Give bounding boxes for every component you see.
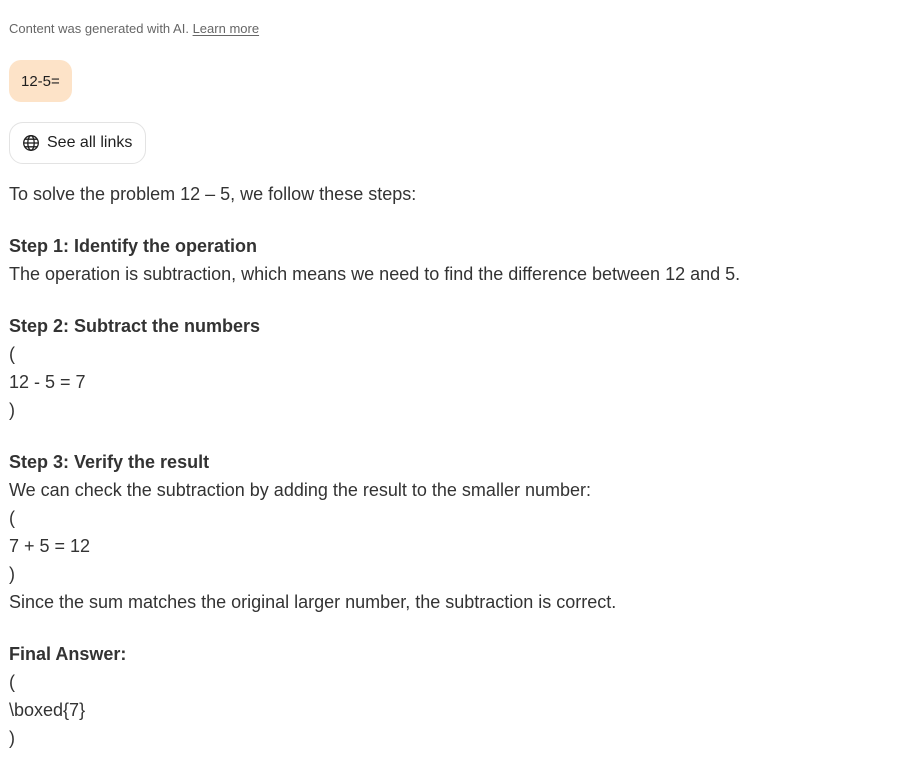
- spacer: [9, 208, 889, 232]
- globe-icon: [22, 134, 40, 152]
- final-answer-math: \boxed{7}: [9, 700, 86, 720]
- answer-body: [9, 180, 889, 752]
- user-query-text: 12-5=: [21, 72, 60, 90]
- step-1-heading: Step 1: Identify the operation: [9, 236, 258, 256]
- final-answer-math-close: ): [9, 728, 15, 748]
- step-2-math: 12 - 5 = 7: [9, 372, 86, 392]
- ai-disclaimer: [9, 21, 259, 37]
- step-3-body: We can check the subtraction by adding the result to the smaller number:: [9, 480, 591, 500]
- see-all-links-label: See all links: [47, 134, 133, 151]
- step-3-math: 7 + 5 = 12: [9, 536, 91, 556]
- spacer: [9, 424, 889, 448]
- step-1-body: The operation is subtraction, which means we need to find the difference between 12 and 5.: [9, 264, 741, 284]
- step-2-heading: Step 2: Subtract the numbers: [9, 316, 261, 336]
- answer-intro: To solve the problem 12 – 5, we follow these steps:: [9, 184, 417, 204]
- step-2-math-open: (: [9, 344, 15, 364]
- spacer: [9, 616, 889, 640]
- see-all-links-button[interactable]: [9, 122, 146, 164]
- step-2-math-close: ): [9, 400, 15, 420]
- step-3-math-close: ): [9, 564, 15, 584]
- learn-more-link[interactable]: Learn more: [192, 21, 260, 36]
- step-3-math-open: (: [9, 508, 15, 528]
- final-answer-math-open: (: [9, 672, 15, 692]
- step-3-conclusion: Since the sum matches the original larger number, the subtraction is correct.: [9, 592, 617, 612]
- user-query-bubble: [9, 60, 72, 102]
- ai-disclaimer-text: Content was generated with AI.: [9, 21, 189, 36]
- final-answer-heading: Final Answer:: [9, 644, 127, 664]
- step-3-heading: Step 3: Verify the result: [9, 452, 210, 472]
- spacer: [9, 288, 889, 312]
